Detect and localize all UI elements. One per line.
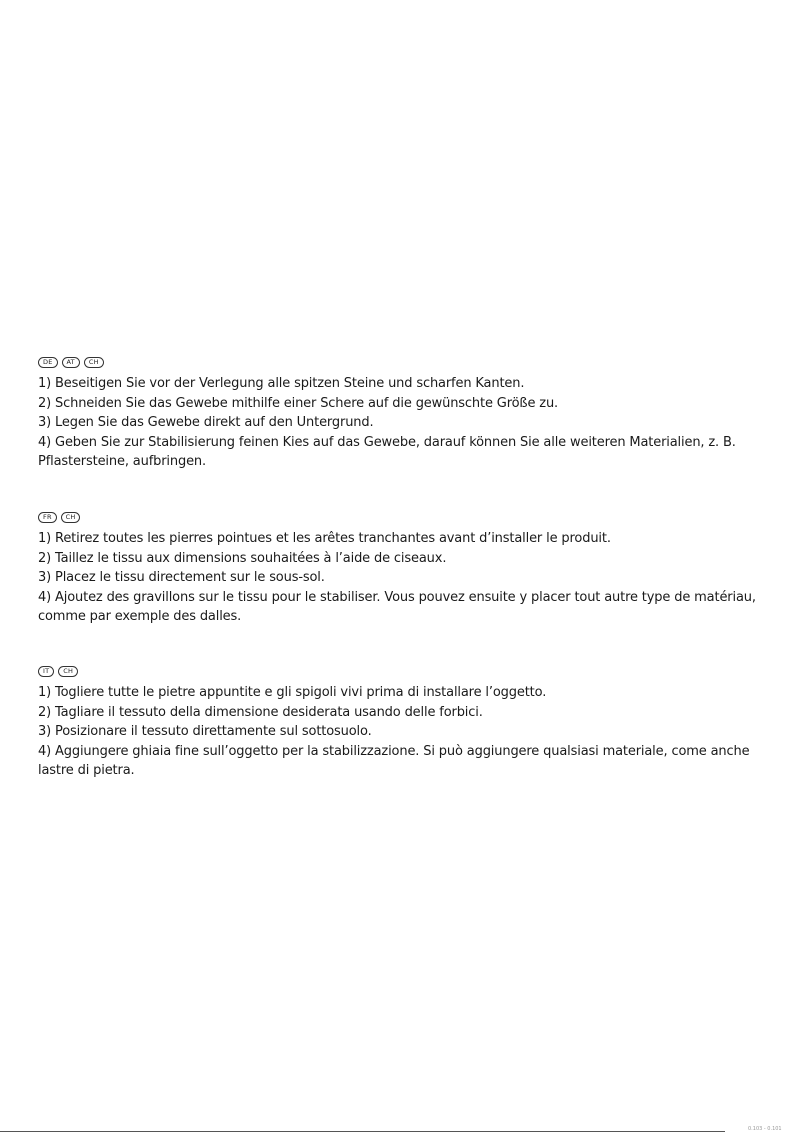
country-badges-fr	[38, 512, 758, 523]
instruction-step-1: 1) Togliere tutte le pietre appuntite e gli spigoli vivi prima di installare l’oggetto.	[38, 685, 547, 700]
instruction-step-2: 2) Taillez le tissu aux dimensions souhaitées à l’aide de ciseaux.	[38, 550, 447, 566]
footer-page-code: 0.103 - 0.101	[748, 1126, 782, 1132]
footer-divider	[0, 1131, 725, 1132]
country-badge-de: DE	[38, 357, 58, 368]
instruction-step-4: 4) Ajoutez des gravillons sur le tissu pour le stabiliser. Vous pouvez ensuite y placer tout autre type de matériau,	[38, 589, 756, 605]
country-badge-it: IT	[38, 666, 54, 677]
instruction-step-4-continued: Pflastersteine, aufbringen.	[38, 454, 206, 469]
section-it	[38, 666, 758, 781]
instruction-step-4-continued: comme par exemple des dalles.	[38, 609, 242, 624]
instruction-step-2: 2) Schneiden Sie das Gewebe mithilfe einer Schere auf die gewünschte Größe zu.	[38, 395, 559, 411]
instruction-step-4-continued: lastre di pietra.	[38, 763, 135, 778]
instruction-step-3: 3) Placez le tissu directement sur le sous-sol.	[38, 570, 325, 585]
country-badge-ch: CH	[84, 357, 104, 368]
instruction-step-4: 4) Geben Sie zur Stabilisierung feinen Kies auf das Gewebe, darauf können Sie alle weiteren Materialien, z. B.	[38, 434, 736, 450]
country-badges-de	[38, 357, 758, 368]
country-badge-at: AT	[62, 357, 80, 368]
section-de	[38, 357, 758, 472]
country-badge-ch: CH	[61, 512, 81, 523]
instruction-step-2: 2) Tagliare il tessuto della dimensione desiderata usando delle forbici.	[38, 704, 483, 720]
instruction-step-4: 4) Aggiungere ghiaia fine sull’oggetto per la stabilizzazione. Si può aggiungere qualsiasi materiale, come anche	[38, 743, 750, 759]
country-badge-ch: CH	[58, 666, 78, 677]
instruction-step-1: 1) Beseitigen Sie vor der Verlegung alle spitzen Steine und scharfen Kanten.	[38, 376, 525, 391]
section-fr	[38, 512, 758, 627]
country-badge-fr: FR	[38, 512, 57, 523]
country-badges-it	[38, 666, 758, 677]
instruction-step-3: 3) Posizionare il tessuto direttamente sul sottosuolo.	[38, 724, 372, 739]
instruction-step-1: 1) Retirez toutes les pierres pointues et les arêtes tranchantes avant d’installer le produit.	[38, 531, 611, 546]
instruction-step-3: 3) Legen Sie das Gewebe direkt auf den Untergrund.	[38, 415, 374, 430]
